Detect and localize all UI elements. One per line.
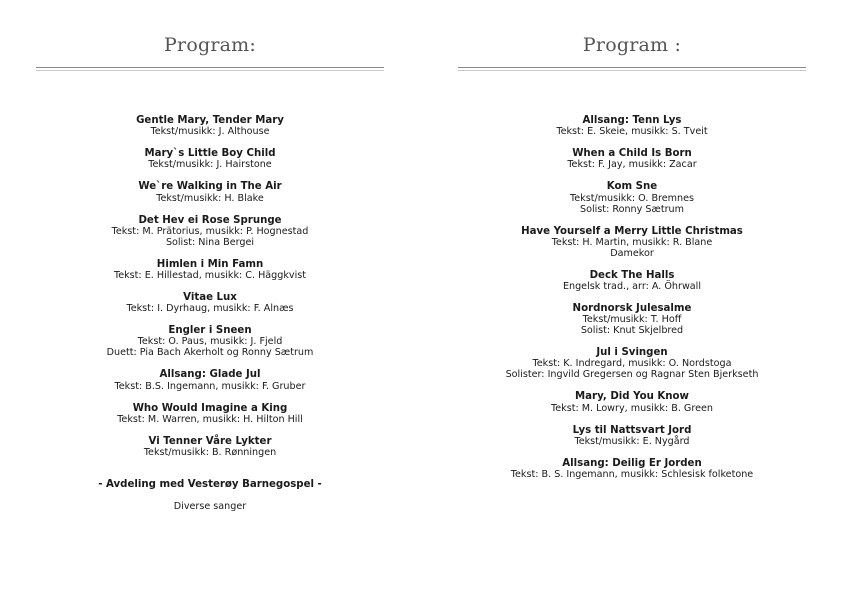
song-title: Kom Sne	[606, 181, 658, 193]
left-page	[36, 0, 384, 596]
song-title: We`re Walking in The Air	[138, 181, 282, 193]
song-title: Vi Tenner Våre Lykter	[148, 435, 272, 447]
song-credit: Tekst/musikk: J. Althouse	[150, 126, 270, 138]
program-item	[438, 303, 826, 336]
program-item	[16, 148, 404, 170]
program-item	[438, 458, 826, 480]
song-credit: Tekst: M. Lowry, musikk: B. Green	[551, 402, 713, 414]
song-credit: Tekst/musikk: T. Hoff	[582, 314, 682, 326]
song-credit: Tekst/musikk: B. Rønningen	[143, 447, 277, 459]
song-credit: Tekst/musikk: E. Nygård	[574, 435, 690, 447]
program-item	[16, 369, 404, 391]
left-heading-rule	[36, 67, 384, 68]
song-credit: Engelsk trad., arr: A. Öhrwall	[562, 281, 702, 293]
song-performer: Duett: Pia Bach Akerholt og Ronny Sætrum	[106, 347, 314, 359]
program-item	[16, 436, 404, 458]
program-item	[438, 226, 826, 259]
song-title: Mary, Did You Know	[575, 391, 689, 403]
song-title: Allsang: Glade Jul	[159, 369, 261, 381]
song-title: Lys til Nattsvart Jord	[572, 424, 692, 436]
song-credit: Tekst: K. Indregard, musikk: O. Nordstoga	[532, 358, 732, 370]
program-item	[438, 148, 826, 170]
song-title: Himlen i Min Famn	[156, 258, 264, 270]
program-item	[16, 259, 404, 281]
right-page-heading: Program :	[582, 34, 682, 56]
song-title: Have Yourself a Merry Little Christmas	[521, 225, 743, 237]
song-title: Mary`s Little Boy Child	[144, 148, 276, 160]
song-title: Deck The Halls	[589, 269, 675, 281]
song-title: Engler i Sneen	[168, 325, 252, 337]
program-item	[16, 181, 404, 203]
program-item	[16, 325, 404, 358]
section-title: - Avdeling med Vesterøy Barnegospel -	[98, 479, 322, 491]
program-item	[16, 215, 404, 248]
song-title: Gentle Mary, Tender Mary	[136, 115, 284, 126]
program-item	[438, 181, 826, 214]
song-title: Vitae Lux	[183, 292, 237, 304]
song-credit: Tekst: M. Prätorius, musikk: P. Hognestad	[111, 225, 309, 237]
section-subtitle: Diverse sanger	[173, 501, 247, 513]
song-title: Nordnorsk Julesalme	[572, 303, 692, 315]
program-item	[16, 115, 404, 137]
song-credit: Tekst/musikk: J. Hairstone	[148, 159, 272, 171]
song-credit: Tekst/musikk: H. Blake	[156, 192, 264, 204]
song-performer: Damekor	[610, 247, 654, 259]
left-program-list	[16, 115, 404, 512]
song-credit: Tekst: F. Jay, musikk: Zacar	[567, 159, 697, 171]
right-heading-rule	[458, 67, 806, 68]
right-program-list	[438, 115, 826, 491]
song-title: Jul i Svingen	[596, 347, 668, 359]
program-item	[438, 347, 826, 380]
song-title: Det Hev ei Rose Sprunge	[138, 214, 282, 226]
song-performer: Solister: Ingvild Gregersen og Ragnar Sten Bjerkseth	[505, 369, 759, 381]
program-item	[438, 115, 826, 137]
song-performer: Solist: Knut Skjelbred	[580, 325, 684, 337]
song-credit: Tekst: O. Paus, musikk: J. Fjeld	[137, 336, 283, 348]
song-performer: Solist: Nina Bergei	[165, 236, 255, 248]
song-credit: Tekst/musikk: O. Bremnes	[570, 192, 694, 204]
song-credit: Tekst: H. Martin, musikk: R. Blane	[551, 236, 713, 248]
song-title: Allsang: Tenn Lys	[582, 115, 682, 126]
program-item	[438, 391, 826, 413]
song-credit: Tekst: E. Skeie, musikk: S. Tveit	[556, 126, 708, 138]
program-item	[438, 270, 826, 292]
program-item	[16, 292, 404, 314]
song-credit: Tekst: B. S. Ingemann, musikk: Schlesisk folketone	[510, 469, 754, 481]
song-credit: Tekst: I. Dyrhaug, musikk: F. Alnæs	[126, 303, 294, 315]
song-performer: Solist: Ronny Sætrum	[580, 203, 684, 215]
song-credit: Tekst: B.S. Ingemann, musikk: F. Gruber	[114, 380, 306, 392]
song-credit: Tekst: E. Hillestad, musikk: C. Häggkvist	[113, 270, 307, 282]
program-item	[438, 425, 826, 447]
song-title: When a Child Is Born	[572, 148, 692, 160]
song-title: Who Would Imagine a King	[132, 402, 288, 414]
right-page	[458, 0, 806, 596]
left-page-heading: Program:	[164, 34, 256, 56]
program-item	[16, 403, 404, 425]
song-credit: Tekst: M. Warren, musikk: H. Hilton Hill	[117, 413, 303, 425]
song-title: Allsang: Deilig Er Jorden	[562, 457, 702, 469]
